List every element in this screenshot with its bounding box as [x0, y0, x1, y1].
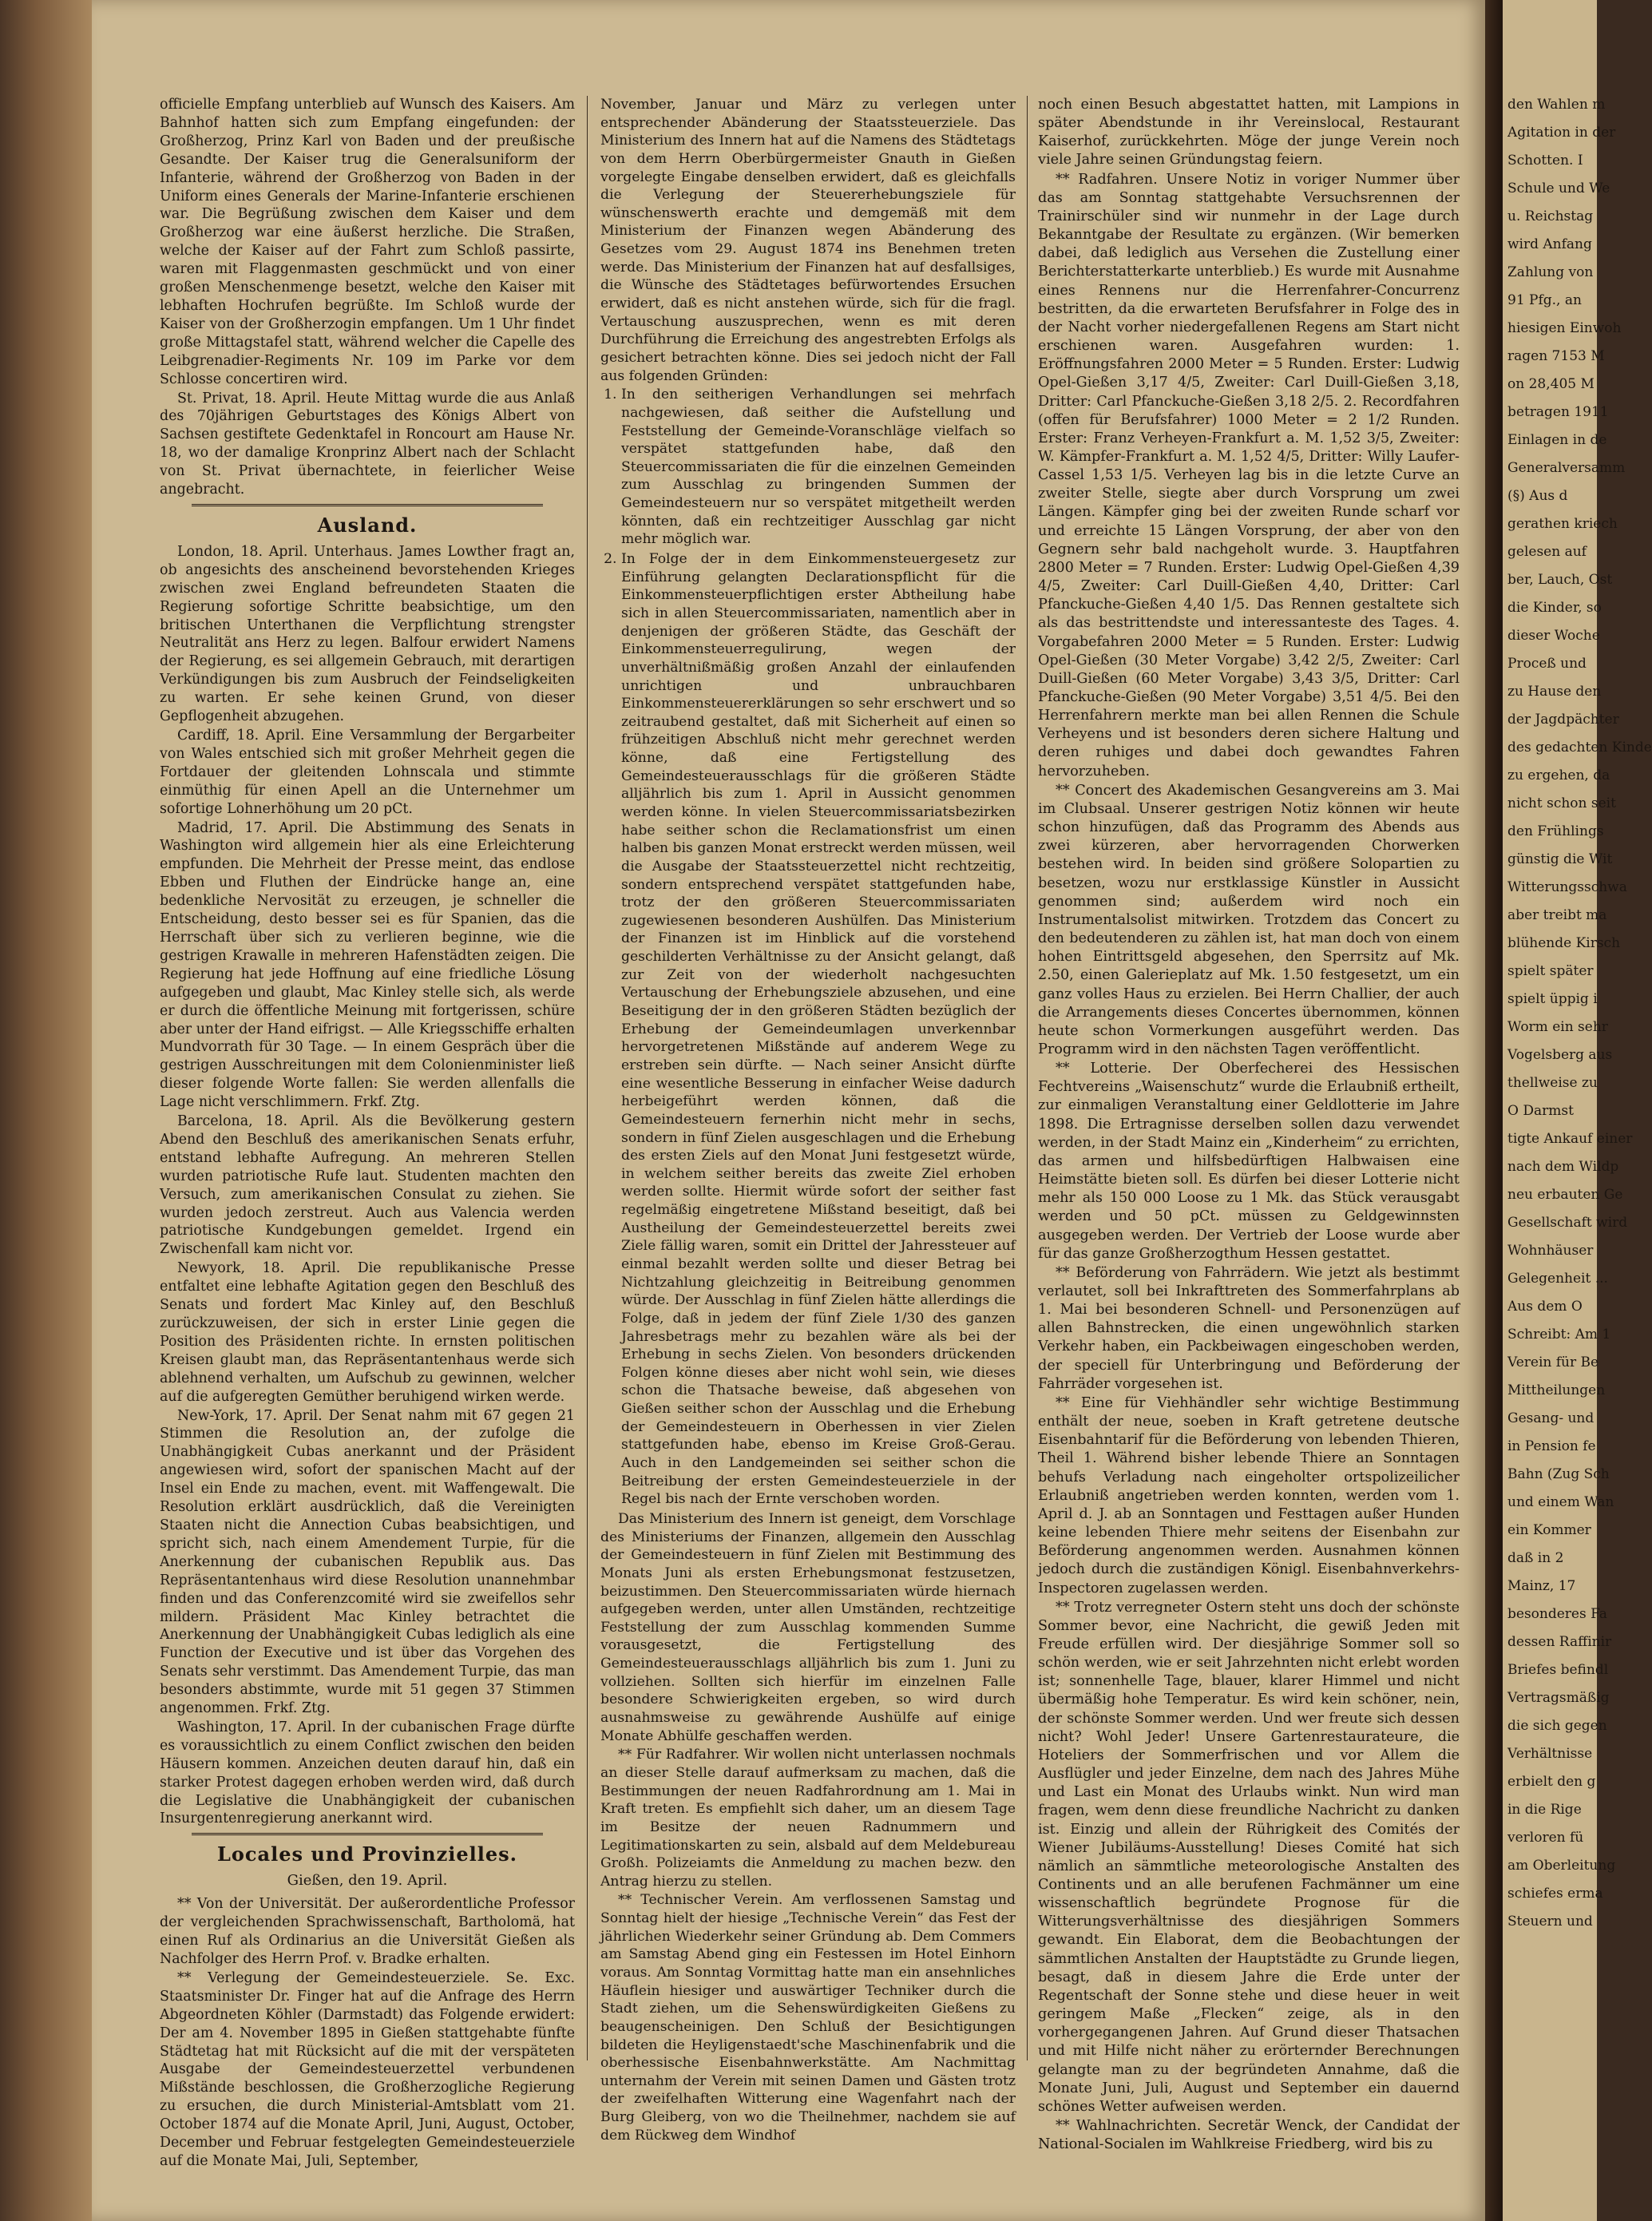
article-paragraph: ** Radfahren. Unsere Notiz in voriger Nummer über das am Sonntag stattgehabte Versuchsrennen der Trainirschüler sind wir nunmehr in der Lage durch Bekanntgabe der Resultate zu ergänzen. (Wir bemerken dabei, daß lediglich aus Versehen die Zustellung einer Berichterstatterkarte unterblieb.) Es wurde mit Ausnahme eines Rennens nur die Herrenfahrer-Concurrenz bestritten, da die erwarteten Berufsfahrer in Folge des in der Nacht vorher niedergefallenen Regens am Start nicht erschienen waren. Ausgefahren wurden: 1. Eröffnungsfahren 2000 Meter = 5 Runden. Erster: Ludwig Opel-Gießen 3,17 4/5, Zweiter: Carl Duill-Gießen 3,18, Dritter: Carl Pfanckuche-Gießen 3,18 2/5. 2. Recordfahren (offen für Berufsfahrer) 1000 Meter = 2 1/2 Runden. Erster: Franz Verheyen-Frankfurt a. M. 1,52 3/5, Zweiter: W. Kämpfer-Frankfurt a. M. 1,52 4/5, Dritter: Willy Laufer-Cassel 1,53 1/5. Verheyen lag bis in die letzte Curve an zweiter Stelle, siegte aber durch Vorsprung um zwei Längen. Kämpfer ging bei der zweiten Runde scharf vor und erreichte 15 Längen Vorsprung, der aber von den Gegnern sehr bald nachgeholt wurde. 3. Hauptfahren 2800 Meter = 7 Runden. Erster: Ludwig Opel-Gießen 4,39 4/5, Zweiter: Carl Duill-Gießen 4,40, Dritter: Carl Pfanckuche-Gießen 4,40 1/5. Das Rennen gestaltete sich als das bestrittendste und interessanteste des Tages. 4. Vorgabefahren 2000 Meter = 5 Runden. Erster: Ludwig Opel-Gießen (30 Meter Vorgabe) 3,42 2/5, Zweiter: Carl Duill-Gießen (60 Meter Vorgabe) 3,43 3/5, Dritter: Carl Pfanckuche-Gießen (90 Meter Vorgabe) 3,51 4/5. Bei den Herrenfahrern merkte man bei allen Rennen die Schule Verheyens und ist besonders deren sichere Haltung und deren ruhiges und dabei doch gewandtes Fahren hervorzuheben.: [1038, 171, 1460, 779]
facing-page-line: Verein für Be: [1507, 1354, 1599, 1370]
facing-page-line: dessen Raffinir: [1507, 1634, 1612, 1650]
section-heading-ausland: Ausland.: [317, 513, 418, 537]
article-paragraph: ** Beförderung von Fahrrädern. Wie jetzt als bestimmt verlautet, soll bei Inkrafttreten des Sommerfahrplans ab 1. Mai bei besonderen Schnell- und Personenzügen auf allen Bahnstrecken, die einen ungewöhnlich starken Verkehr haben, ein Packbeiwagen eingeschoben werden, der speciell für Unterbringung und Beförderung der Fahrräder vorgesehen ist.: [1038, 1264, 1460, 1392]
facing-page-line: hiesigen Einwoh: [1507, 320, 1622, 336]
facing-page-line: Gesang- und: [1507, 1410, 1595, 1426]
section-heading-locales: Locales und Provinzielles.: [217, 1842, 517, 1866]
facing-page-line: Gesellschaft wird: [1507, 1215, 1628, 1231]
article-paragraph: London, 18. April. Unterhaus. James Lowther fragt an, ob angesichts des anscheinend bevorstehenden Krieges zwischen zwei England befreundeten Staaten die Regierung sofortige Schritte beabsichtige, um den britischen Unterthanen die Verpflichtung strengster Neutralität ans Herz zu legen. Balfour erwidert Namens der Regierung, es sei allgemein Gebrauch, mit derartigen Verkündigungen bis zum Ausbruch der Feindseligkeiten zu warten. Er sehe keinen Grund, von dieser Gepflogenheit abzugehen.: [160, 543, 575, 725]
facing-page-line: erbielt den g: [1507, 1774, 1596, 1790]
facing-page-line: Witterungsschwa: [1507, 879, 1627, 895]
facing-page-line: Verhältnisse: [1507, 1746, 1593, 1762]
facing-page-line: zu Hause den: [1507, 684, 1602, 700]
facing-page-line: thellweise zu: [1507, 1075, 1598, 1091]
facing-page-line: schiefes erma: [1507, 1886, 1603, 1902]
facing-page-line: Worm ein sehr: [1507, 1019, 1608, 1035]
facing-page-line: aber treibt ma: [1507, 907, 1607, 923]
facing-page-line: die Kinder, so: [1507, 600, 1602, 616]
facing-page-line: daß in 2: [1507, 1550, 1564, 1566]
facing-page-line: und einem Wan: [1507, 1494, 1614, 1510]
facing-page-line: Einlagen in de: [1507, 432, 1607, 448]
facing-page-line: Wohnhäuser: [1507, 1243, 1594, 1259]
facing-page-line: in Pension fe: [1507, 1438, 1596, 1454]
facing-page-line: den Frühlings: [1507, 823, 1604, 839]
article-paragraph: St. Privat, 18. April. Heute Mittag wurde die aus Anlaß des 70jährigen Geburtstages des Königs Albert von Sachsen gestiftete Gedenktafel in Roncourt am Hause Nr. 18, wo der damalige Kronprinz Albert nach der Schlacht von St. Privat übernachtete, in feierlicher Weise angebracht.: [160, 390, 575, 498]
article-paragraph: ** Wahlnachrichten. Secretär Wenck, der Candidat der National-Socialen im Wahlkreise Friedberg, wird bis zu: [1038, 2118, 1460, 2153]
facing-page-line: Gelegenheit ...: [1507, 1271, 1608, 1287]
facing-page-line: spielt später: [1507, 963, 1594, 979]
facing-page-line: spielt üppig i: [1507, 991, 1598, 1007]
facing-page-line: Briefes befindl: [1507, 1662, 1609, 1678]
facing-page-line: den Wahlen m: [1507, 97, 1606, 113]
column-2: [600, 96, 1016, 2145]
facing-page-fragment: [1503, 0, 1652, 2221]
facing-page-line: die sich gegen: [1507, 1718, 1607, 1734]
article-paragraph: ** Von der Universität. Der außerordentliche Professor der vergleichenden Sprachwissenschaft, Bartholomä, hat einen Ruf als Ordinarius an die Universität Gießen als Nachfolger des Herrn Prof. v. Bradke erhalten.: [160, 1896, 575, 1967]
facing-page-line: ragen 7153 M: [1507, 348, 1605, 364]
article-paragraph: Washington, 17. April. In der cubanischen Frage dürfte es voraussichtlich zu einem Conflict zwischen den beiden Häusern kommen. Anzeichen deuten darauf hin, daß ein starker Protest dagegen erhoben werden wird, daß durch die Legislative die Unabhängigkeit der cubanischen Insurgentenregierung anerkannt wird.: [160, 1719, 575, 1827]
article-paragraph: ** Eine für Viehhändler sehr wichtige Bestimmung enthält der neue, soeben in Kraft getretene deutsche Eisenbahntarif für die Beförderung von lebenden Thieren, Theil 1. Während bisher lebende Thiere an Sonntagen behufs Verladung nach eingeholter ortspolizeilicher Erlaubniß angetrieben werden konnten, werden vom 1. April d. J. ab an Sonntagen und Festtagen außer Hunden keine lebenden Thiere mehr seitens der Eisenbahn zur Beförderung angenommen werden. Ausnahmen können jedoch durch die zuständigen Königl. Eisenbahnverkehrs-Inspectoren zugelassen werden.: [1038, 1394, 1460, 1596]
facing-page-line: nicht schon seit: [1507, 795, 1616, 811]
article-paragraph: Cardiff, 18. April. Eine Versammlung der Bergarbeiter von Wales entschied sich mit großer Mehrheit gegen die Fortdauer der gleitenden Lohnscala und stimmte einmüthig für einen Apell an die Unternehmer um sofortige Lohnerhöhung um 20 pCt.: [160, 728, 575, 817]
facing-page-line: u. Reichstag: [1507, 208, 1594, 224]
facing-page-line: gelesen auf: [1507, 544, 1587, 560]
facing-page-line: Mainz, 17: [1507, 1578, 1576, 1594]
facing-page-line: tigte Ankauf einer: [1507, 1131, 1633, 1147]
facing-page-line: verloren fü: [1507, 1830, 1584, 1846]
article-paragraph: noch einen Besuch abgestattet hatten, mit Lampions in später Abendstunde in ihr Vereinslocal, Restaurant Kaiserhof, zurückkehrten. Möge der junge Verein noch viele Jahre seinen Gründungstag feiern.: [1038, 97, 1460, 169]
facing-page-line: ber, Lauch, Ost: [1507, 572, 1613, 588]
facing-page-line: dieser Woche: [1507, 628, 1600, 644]
dateline: Gießen, den 19. April.: [287, 1872, 448, 1890]
facing-page-line: O Darmst: [1507, 1103, 1574, 1119]
article-paragraph: ** Für Radfahrer. Wir wollen nicht unterlassen nochmals an dieser Stelle darauf aufmerksam zu machen, daß die Bestimmungen der neuen Radfahrordnung am 1. Mai in Kraft treten. Es empfiehlt sich daher, um an diesem Tage im Besitze der neuen Radnummern und Legitimationskarten zu sein, alsbald auf dem Meldebureau Großh. Polizeiamts die Anmeldung zu machen bezw. den Antrag hierzu zu stellen.: [600, 1747, 1016, 1890]
facing-page-line: zu ergehen, da: [1507, 767, 1610, 783]
book-edge: [0, 0, 92, 2221]
column-rule: [1027, 96, 1028, 2060]
facing-page-line: on 28,405 M: [1507, 376, 1595, 392]
facing-page-line: wird Anfang: [1507, 236, 1592, 252]
facing-page-line: der Jagdpächter: [1507, 712, 1619, 728]
list-item: 1. In den seitherigen Verhandlungen sei mehrfach nachgewiesen, daß seither die Aufstellung und Feststellung der Gemeinde-Voranschläge vielfach so verspätet stattgefunden habe, daß den Steuercommissariaten die für die einzelnen Gemeinden zum Ausschlag zu bringenden Summen der Gemeindesteuern nur so verspätet mitgetheilt werden könnten, daß ein rechtzeitiger Ausschlag gar nicht mehr möglich war.: [621, 386, 1016, 549]
article-paragraph: ** Technischer Verein. Am verflossenen Samstag und Sonntag hielt der hiesige „Technische Verein“ das Fest der jährlichen Wiederkehr seiner Gründung ab. Dem Commers am Samstag Abend ging ein Festessen im Hotel Einhorn voraus. Am Sonntag Vormittag hatte man ein ansehnliches Häuflein hiesiger und auswärtiger Techniker durch die Stadt ziehen, um die Sehenswürdigkeiten Gießens zu beaugenscheinigen. Den Schluß der Besichtigungen bildeten die Heyligenstaedt'sche Maschinenfabrik und die oberhessische Eisenbahnwerkstätte. Am Nachmittag unternahm der Verein mit seinen Damen und Gästen trotz der zweifelhaften Witterung eine Wagenfahrt nach der Burg Gleiberg, von wo die Theilnehmer, nachdem sie auf dem Rückweg dem Windhof: [600, 1892, 1016, 2144]
article-paragraph: Newyork, 18. April. Die republikanische Presse entfaltet eine lebhafte Agitation gegen den Beschluß des Senats und fordert Mac Kinley auf, den Beschluß zurückzuweisen, der sich in erster Linie gegen die Position des Präsidenten richte. In ernsten politischen Kreisen glaubt man, das Repräsentantenhaus werde sich ablehnend verhalten, um Aufschub zu gewinnen, welcher auf die aufgeregten Gemüther beruhigend wirken werde.: [160, 1260, 575, 1405]
facing-page-line: Mittheilungen: [1507, 1382, 1606, 1398]
article-paragraph: Madrid, 17. April. Die Abstimmung des Senats in Washington wird allgemein hier als eine Erleichterung empfunden. Die Mehrheit der Presse meint, das endlose Ebben und Fluthen der Eindrücke hange an, eine bedenkliche Nervosität zu erzeugen, je schneller die Entscheidung, desto besser sei es für Spanien, das die Herrschaft über sich zu verlieren beginne, wie die gestrigen Krawalle in mehreren Hafenstädten zeigen. Die Regierung hat jede Hoffnung auf eine friedliche Lösung aufgegeben und glaubt, Mac Kinley stelle sich, als werde er durch die öffentliche Meinung mit fortgerissen, schüre aber unter der Hand eifrigst. — Alle Kriegsschiffe erhalten Mundvorrath für 30 Tage. — In einem Gespräch über die gestrigen Ausschreitungen mit dem Colonienminister ließ dieser folgende Worte fallen: Sie werden allenfalls die Lage nicht verschlimmern. Frkf. Ztg.: [160, 819, 575, 1111]
article-paragraph: New-York, 17. April. Der Senat nahm mit 67 gegen 21 Stimmen die Resolution an, der zufolge die Unabhängigkeit Cubas anerkannt und der Präsident angewiesen wird, sofort der spanischen Macht auf der Insel ein Ende zu machen, event. mit Waffengewalt. Die Resolution erklärt ausdrücklich, daß die Vereinigten Staaten nicht die Annection Cubas beabsichtigen, und spricht sich, nach einem Amendement Turpie, für die Anerkennung der cubanischen Republik aus. Das Repräsentantenhaus wird diese Resolution unannehmbar finden und das Conferenzcomité wird sie zweifellos sehr mildern. Präsident Mac Kinley betrachtet die Anerkennung der Unabhängigkeit Cubas lediglich als eine Function der Executive und ist über das Vorgehen des Senats sehr verstimmt. Das Amendement Turpie, das man besonders abstimmte, wurde mit 51 gegen 37 Stimmen angenommen. Frkf. Ztg.: [160, 1407, 575, 1717]
article-paragraph: ** Concert des Akademischen Gesangvereins am 3. Mai im Clubsaal. Unserer gestrigen Notiz können wir heute schon hinzufügen, daß das Programm des Abends aus zwei kürzeren, aber hervorragenden Chorwerken bestehen wird. In beiden sind größere Solopartien zu besetzen, wozu nur erstklassige Künstler in Aussicht genommen sind; außerdem wird noch ein Instrumentalsolist mitwirken. Trotzdem das Concert zu den bedeutenderen zu zählen ist, hat man doch von einem hohen Eintrittsgeld abgesehen, den Sperrsitz auf Mk. 2.50, einen Galerieplatz auf Mk. 1.50 festgesetzt, um ein ganz volles Haus zu erzielen. Bei Herrn Challier, der auch die Arrangements dieses Concertes übernommen, können heute schon Vormerkungen ausgeführt werden. Das Programm wird in den nächsten Tagen veröffentlicht.: [1038, 782, 1460, 1057]
facing-page-line: 91 Pfg., an: [1507, 292, 1582, 308]
article-paragraph: November, Januar und März zu verlegen unter entsprechender Abänderung der Staatssteuerziele. Das Ministerium des Innern hat auf die Namens des Städtetags von dem Herrn Oberbürgermeister Gnauth in Gießen vorgelegte Eingabe denselben erwidert, daß es gleichfalls die Verlegung der Steuererhebungsziele für wünschenswerth erachte und demgemäß mit dem Ministerium der Finanzen wegen Abänderung des Gesetzes vom 29. August 1874 ins Benehmen treten werde. Das Ministerium der Finanzen hat auf desfallsiges, die Wünsche des Städtetages befürwortendes Ersuchen erwidert, daß es nicht anstehen würde, sich für die fragl. Vertauschung auszusprechen, wenn es mit deren Durchführung die Erreichung des angestrebten Erfolgs als gesichert betrachten könne. Dies sei jedoch nicht der Fall aus folgenden Gründen:: [600, 97, 1016, 384]
facing-page-line: ein Kommer: [1507, 1522, 1591, 1538]
facing-page-line: in die Rige: [1507, 1802, 1582, 1818]
facing-page-line: betragen 1911: [1507, 404, 1609, 420]
facing-page-line: nach dem Wildp: [1507, 1159, 1619, 1175]
facing-page-line: Aus dem O: [1507, 1299, 1583, 1315]
numbered-list: [600, 386, 1016, 1509]
facing-page-line: des gedachten Kinde: [1507, 740, 1652, 756]
facing-page-line: gerathen kriech: [1507, 516, 1618, 532]
article-paragraph: officielle Empfang unterblieb auf Wunsch des Kaisers. Am Bahnhof hatten sich zum Empfang eingefunden: der Großherzog, Prinz Karl von Baden und der preußische Gesandte. Der Kaiser trug die Generalsuniform der Infanterie, während der Großherzog von Baden in der Uniform eines Generals der Marine-Infanterie erschienen war. Die Begrüßung zwischen dem Kaiser und dem Großherzog war eine äußerst herzliche. Die Straßen, welche der Kaiser auf der Fahrt zum Schloß passirte, waren mit Flaggenmasten geschmückt und von einer großen Menschenmenge besetzt, welche den Kaiser mit lebhaften Hochrufen begrüßte. Im Schloß wurde der Kaiser von der Großherzogin empfangen. Um 1 Uhr findet große Mittagstafel statt, während welcher die Capelle des Leibgrenadier-Regiments Nr. 109 im Parke vor dem Schlosse concertiren wird.: [160, 97, 575, 387]
facing-page-line: Proceß und: [1507, 656, 1587, 672]
facing-page-line: blühende Kirsch: [1507, 935, 1621, 951]
facing-page-line: Steuern und: [1507, 1914, 1593, 1929]
facing-page-line: Zahlung von: [1507, 264, 1594, 280]
facing-page-line: (§) Aus d: [1507, 488, 1568, 504]
column-3: [1038, 96, 1460, 2155]
facing-page-line: Schotten. I: [1507, 153, 1583, 169]
facing-page-line: Agitation in der: [1507, 125, 1616, 141]
book-gutter: [1485, 0, 1503, 2221]
article-paragraph: ** Lotterie. Der Oberfecherei des Hessischen Fechtvereins „Waisenschutz“ wurde die Erlaubniß ertheilt, zur einmaligen Veranstaltung einer Geldlotterie im Jahre 1898. Die Ertragnisse derselben sollen dazu verwendet werden, in der Stadt Mainz ein „Kinderheim“ zu errichten, das armen und hilfsbedürftigen Halbwaisen eine Heimstätte bieten soll. Es dürfen bei dieser Lotterie nicht mehr als 150 000 Loose zu 1 Mk. das Stück verausgabt werden und 50 pCt. müssen zu Geldgewinnsten ausgegeben werden. Der Vertrieb der Loose wurde aber für das ganze Großherzogthum Hessen gestattet.: [1038, 1061, 1460, 1262]
facing-page-line: Schule und We: [1507, 180, 1610, 196]
facing-page-line: günstig die Wit: [1507, 851, 1613, 867]
column-rule: [587, 96, 588, 2060]
facing-page-line: neu erbauten Ge: [1507, 1187, 1623, 1203]
section-divider: [192, 1833, 543, 1835]
list-item: 2. In Folge der in dem Einkommensteuergesetz zur Einführung gelangten Declarationspflicht für die Einkommensteuerpflichtigen erster Abtheilung habe sich in allen Steuercommissariaten, namentlich aber in denjenigen der größeren Städte, das Geschäft der Einkommensteuerregulirung, wegen der unverhältnißmäßig großen Anzahl der einlaufenden unrichtigen und unbrauchbaren Einkommensteuererklärungen so sehr erschwert und so zeitraubend gestaltet, daß mit Sicherheit auf einen so frühzeitigen Abschluß nicht mehr gerechnet werden könne, daß eine Fertigstellung des Gemeindesteuerausschlags für die größeren Städte alljährlich bis zum 1. April in Aussicht genommen werden könne. In vielen Steuercommissariatsbezirken habe seither schon die Reclamationsfrist um einen halben bis ganzen Monat erstreckt werden müssen, weil die Ausgabe der Staatssteuerzettel nicht rechtzeitig, sondern entsprechend verspätet stattgefunden habe, trotz der den größeren Steuercommissariaten zugewiesenen besonderen Aushülfen. Das Ministerium der Finanzen ist im Hinblick auf die vorstehend geschilderten Verhältnisse zu der Ansicht gelangt, daß zur Zeit von der wiederholt nachgesuchten Vertauschung der Erhebungsziele abzusehen, und eine Beseitigung der in den größeren Städten bezüglich der Erhebung der Gemeindeumlagen unverkennbar hervorgetretenen Mißstände auf anderem Wege zu erstreben sein dürfte. — Nach seiner Ansicht dürfte eine wesentliche Besserung in einfacher Weise dadurch herbeigeführt werden können, daß die Gemeindesteuern fernerhin nicht mehr in sechs, sondern in fünf Zielen ausgeschlagen und die Erhebung des ersten Ziels auf den Monat Juni festgesetzt würde, in welchem seither bereits das zweite Ziel erhoben werden sollte. Hiermit würde sofort der seither fast regelmäßig eingetretene Mißstand beseitigt, daß bei Austheilung der Gemeindesteuerzettel bereits zwei Ziele fällig waren, somit ein Drittel der Jahressteuer auf einmal bezahlt werden sollte und dieser Betrag bei Nichtzahlung gleichzeitig in Beitreibung genommen würde. Der Ausschlag in fünf Zielen hätte allerdings die Folge, daß in jedem der fünf Ziele 1/30 des ganzen Jahresbetrags mehr zu bezahlen wäre als bei der Erhebung in sechs Zielen. Von besonders drückenden Folgen könne dieses aber nicht wohl sein, wie dieses schon die Thatsache beweise, daß abgesehen von Gießen seither schon der Ausschlag und die Erhebung der Gemeindesteuern in Oberhessen in vier Zielen stattgefunden habe, ebenso im Kreise Groß-Gerau. Auch in den Landgemeinden sei seither schon die Beitreibung der ersten Gemeindesteuerziele in der Regel bis nach der Ernte verschoben worden.: [621, 550, 1016, 1509]
column-1: [160, 96, 575, 2171]
article-paragraph: Barcelona, 18. April. Als die Bevölkerung gestern Abend den Beschluß des amerikanischen Senats erfuhr, entstand lebhafte Aufregung. An mehreren Stellen wurden patriotische Rufe laut. Studenten machten den Versuch, zum amerikanischen Consulat zu ziehen. Sie wurden jedoch zerstreut. Auch aus Valencia werden patriotische Kundgebungen gemeldet. Irgend ein Zwischenfall kam nicht vor.: [160, 1113, 575, 1258]
article-paragraph: Das Ministerium des Innern ist geneigt, dem Vorschlage des Ministeriums der Finanzen, allgemein den Ausschlag der Gemeindesteuern in fünf Zielen mit Bestimmung des Monats Juni als ersten Erhebungsmonat festzusetzen, beizustimmen. Den Steuercommissariaten würde hiernach aufgegeben werden, unter allen Umständen, rechtzeitige Feststellung der zum Ausschlag kommenden Summe vorausgesetzt, die Fertigstellung des Gemeindesteuerausschlags alljährlich bis zum 1. Juni zu vollziehen. Sollten sich hierfür im einzelnen Falle besondere Schwierigkeiten ergeben, so wird durch ausnahmsweise zu gewährende Aushülfe auf einige Monate Abhülfe geschaffen werden.: [600, 1510, 1016, 1744]
article-paragraph: ** Verlegung der Gemeindesteuerziele. Se. Exc. Staatsminister Dr. Finger hat auf die Anfrage des Herrn Abgeordneten Köhler (Darmstadt) das Folgende erwidert: Der am 4. November 1895 in Gießen stattgehabte fünfte Städtetag hat mit Rücksicht auf die mit der verspäteten Ausgabe der Gemeindesteuerzettel verbundenen Mißstände beschlossen, die Großherzogliche Regierung zu ersuchen, die durch Ministerial-Amtsblatt vom 21. October 1874 auf die Monate April, Juni, August, October, December und Februar festgelegten Gemeindesteuerziele auf die Monate Mai, Juli, September,: [160, 1969, 575, 2169]
facing-page-line: am Oberleitung: [1507, 1858, 1616, 1874]
section-divider: [192, 504, 543, 506]
facing-page-line: besonderes Fa: [1507, 1606, 1607, 1622]
facing-page-line: Vogelsberg aus: [1507, 1047, 1613, 1063]
article-paragraph: ** Trotz verregneter Ostern steht uns doch der schönste Sommer bevor, eine Nachricht, die gewiß Jeden mit Freude erfüllen wird. Der diesjährige Sommer soll so schön werden, wie er seit Jahrzehnten nicht erlebt worden ist; sonnenhelle Tage, blauer, klarer Himmel und nicht übermäßig hohe Temperatur. Es wird kein schöner, nein, der schönste Sommer werden. Und wer freute sich dessen nicht? Wohl Jeder! Unsere Gartenrestaurateure, die Hoteliers der Sommerfrischen und vor Allem die Ausflügler und jeder Einzelne, dem nach des Jahres Mühe und Last ein Monat des Urlaubs winkt. Nun wird man fragen, wem denn diese freundliche Nachricht zu danken ist. Einzig und allein der Rührigkeit des Comités der Wiener Jubiläums-Ausstellung! Dieses Comité hat sich nämlich an sämmtliche meteorologische Anstalten des Continents und an alle berufenen Fachmänner um eine wissenschaftlich begründete Prognose für die Witterungsverhältnisse des diesjährigen Sommers gewandt. Ein Elaborat, dem die Beobachtungen der sämmtlichen Anstalten der Hauptstädte zu Grunde liegen, besagt, daß in diesem Jahre die Erde unter der Regentschaft der Sonne stehe und diese heuer in weit geringem Maße „Flecken“ zeige, als in den vorhergegangenen Jahren. Auf Grund dieser Thatsachen und mit Hilfe nicht näher zu erörternder Berechnungen gelangte man zu der begründeten Annahme, daß die Monate Juni, Juli, August und September ein dauernd schönes Wetter aufweisen werden.: [1038, 1599, 1460, 2115]
facing-page-line: Bahn (Zug Sch: [1507, 1466, 1610, 1482]
facing-page-line: Schreibt: Am 1: [1507, 1327, 1611, 1343]
facing-page-line: Generalversamm: [1507, 460, 1626, 476]
facing-page-line: Vertragsmäßig: [1507, 1690, 1610, 1706]
